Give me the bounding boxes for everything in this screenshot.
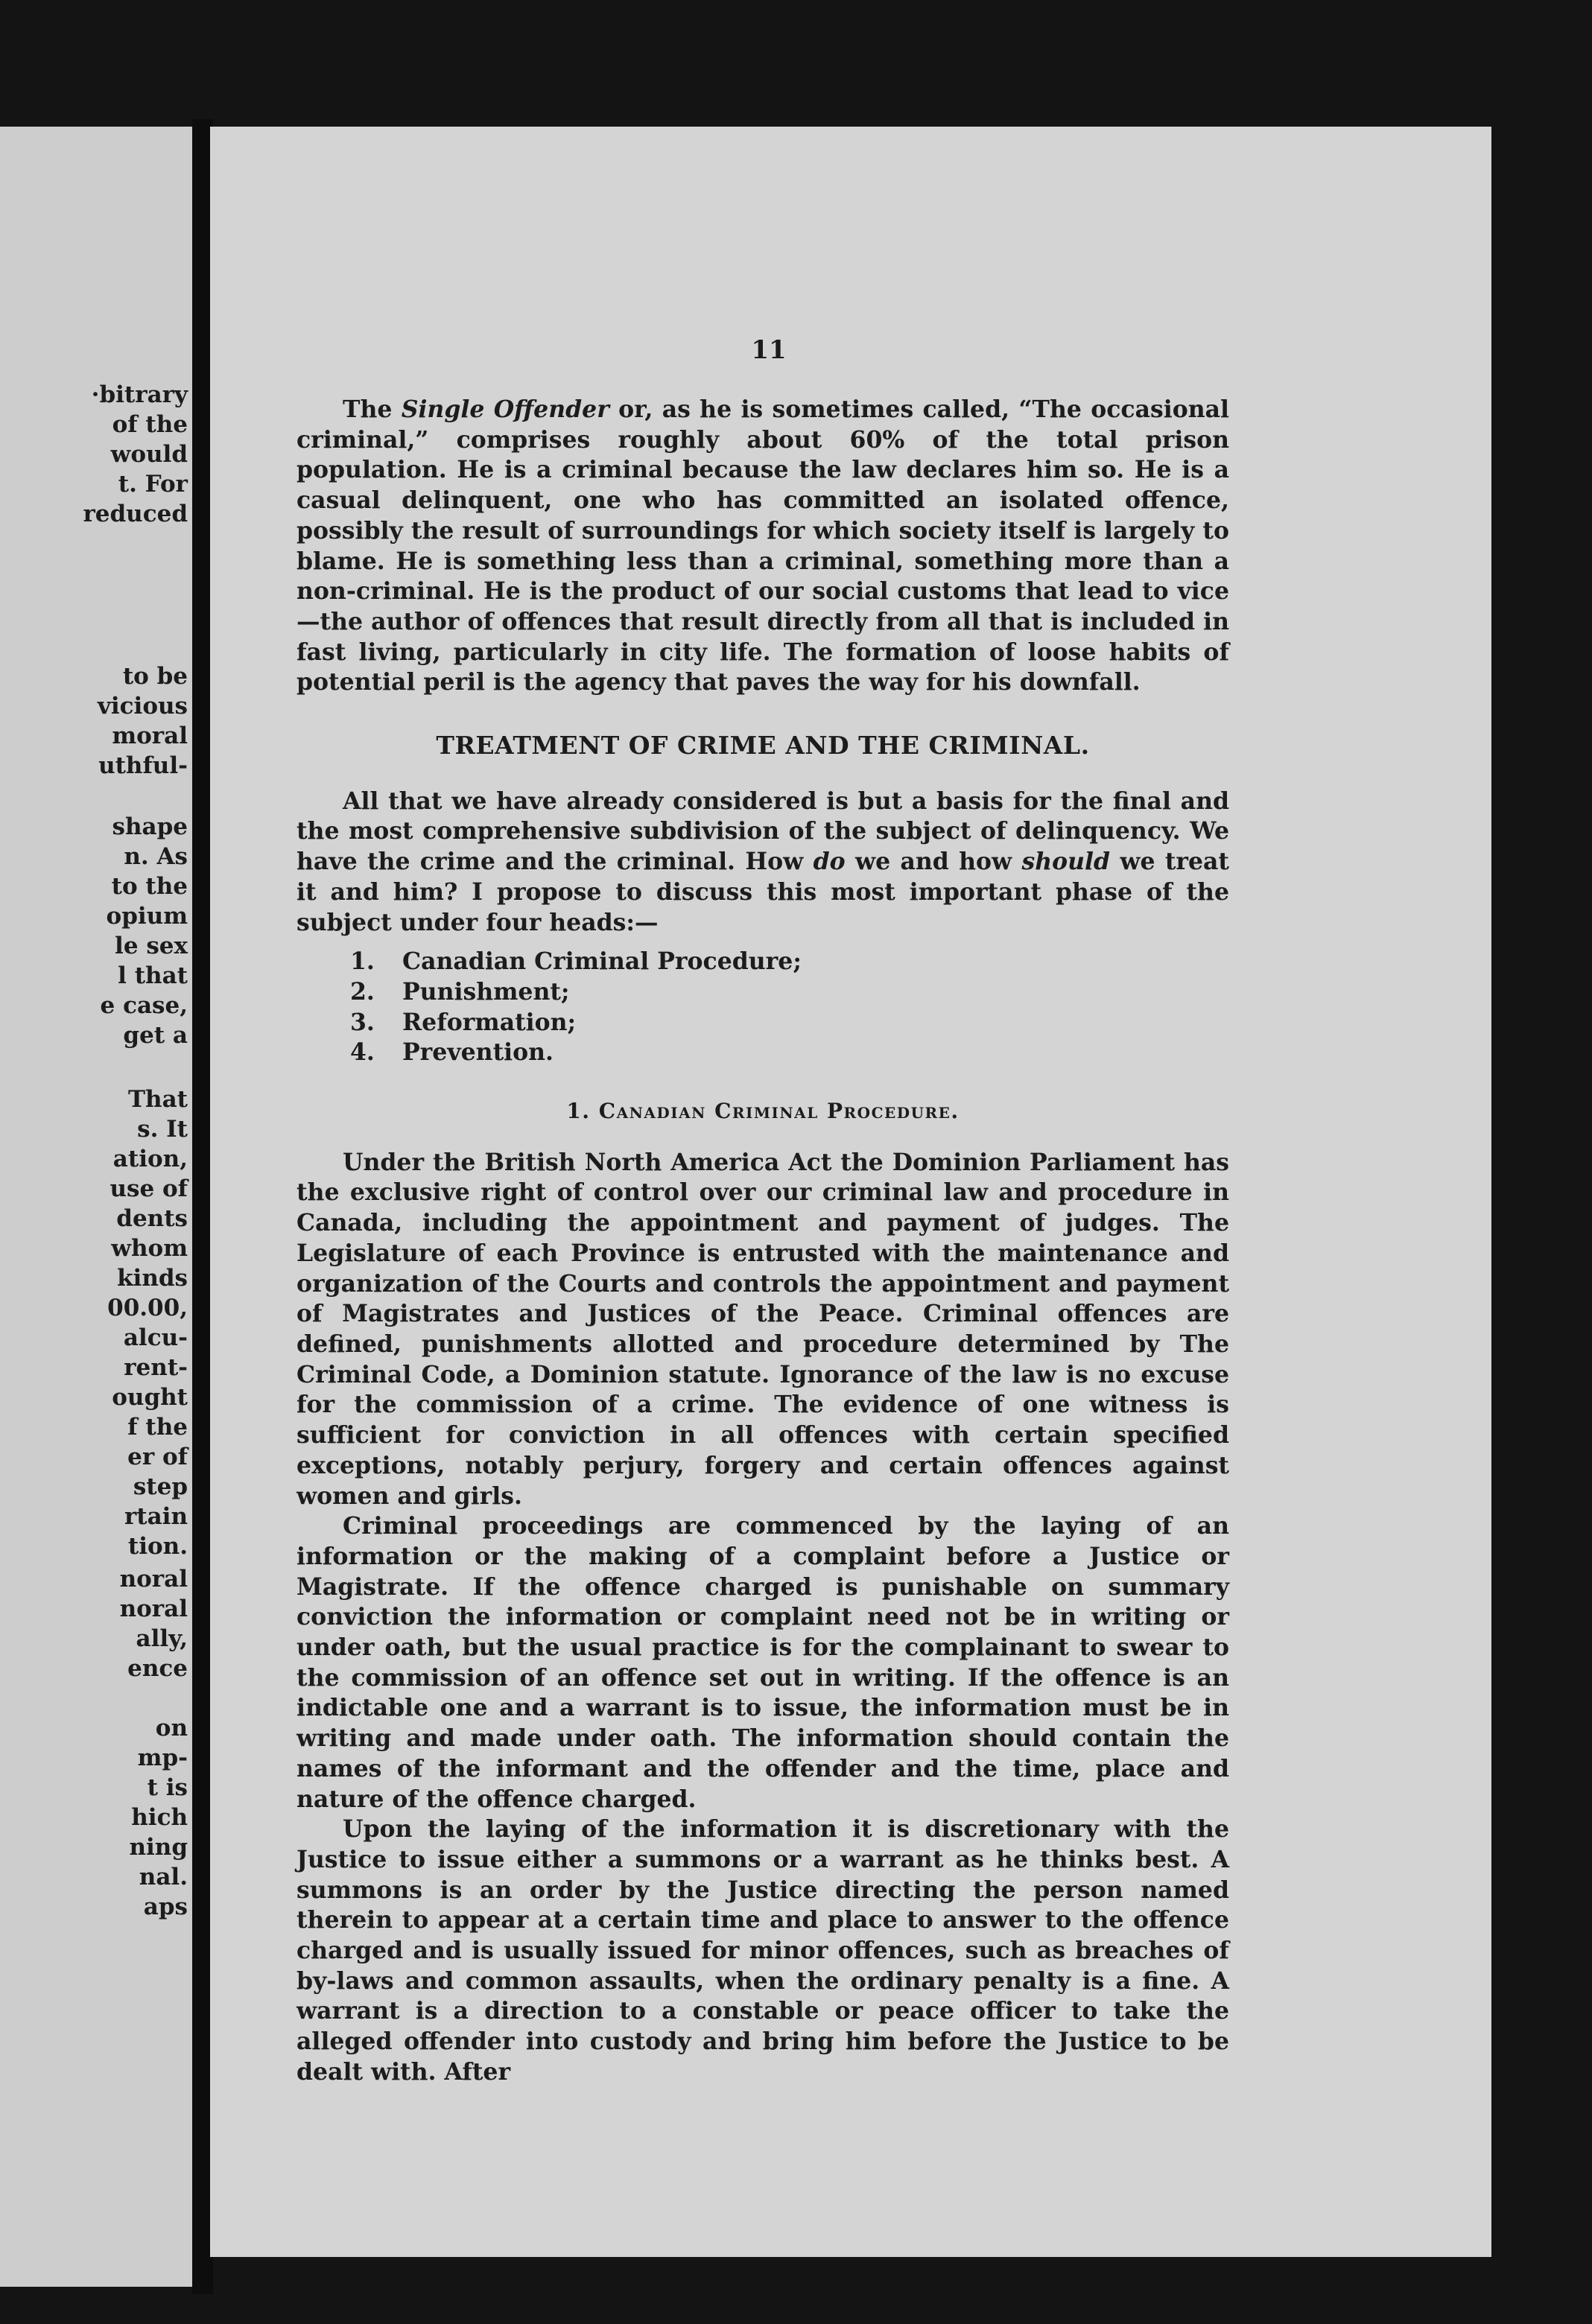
left-page-fragment: dents bbox=[116, 1205, 188, 1232]
head-item bbox=[296, 1008, 1229, 1038]
head-text: Punishment; bbox=[402, 977, 570, 1006]
left-page-fragment: to the bbox=[111, 873, 188, 900]
section-intro-text-3: we treat it and him? I propose to discuss this most important phase of the subject under four heads:— bbox=[296, 848, 1229, 936]
left-page-fragment: 00.00, bbox=[107, 1295, 188, 1321]
left-page-fragment: opium bbox=[106, 903, 188, 930]
left-page-fragment: noral bbox=[119, 1566, 188, 1593]
left-page-fragment: f the bbox=[127, 1414, 188, 1441]
single-offender-term: Single Offender bbox=[401, 396, 609, 423]
section-intro-paragraph bbox=[296, 787, 1229, 939]
left-facing-page bbox=[0, 127, 192, 2287]
section-intro-text-1: All that we have already considered is but a basis for the final and the most comprehensive subdivision of the subject of delinquency. We have the crime and the criminal. How bbox=[296, 787, 1229, 876]
body-paragraph: Under the British North America Act the Dominion Parliament has the exclusive right of control over our criminal law and procedure in Canada, including the appointment and payment of judges. The Legislature of each Province is entrusted with the maintenance and organization of the Courts and controls the appointment and payment of Magistrates and Justices of the Peace. Criminal offences are defined, punishments allotted and procedure determined by The Criminal Code, a Dominion statute. Ignorance of the law is no excuse for the commission of a crime. The evidence of one witness is sufficient for conviction in all offences with certain specified exceptions, notably perjury, forgery and certain offences against women and girls. bbox=[296, 1148, 1229, 1510]
left-page-fragment: use of bbox=[110, 1175, 188, 1202]
left-page-fragment: of the bbox=[112, 411, 188, 438]
left-page-fragment: ·bitrary bbox=[91, 381, 188, 408]
left-page-fragment: e case, bbox=[100, 992, 188, 1019]
head-number: 1. bbox=[350, 947, 375, 976]
left-page-fragment: kinds bbox=[117, 1265, 188, 1292]
emphasis-should: should bbox=[1021, 848, 1111, 876]
left-page-fragment: moral bbox=[112, 723, 188, 749]
left-page-fragment: alcu- bbox=[123, 1324, 188, 1351]
page-body bbox=[296, 395, 1229, 2088]
body-paragraph: Criminal proceedings are commenced by the laying of an information or the making of a complaint before a Justice or Magistrate. If the offence charged is punishable on summary conviction the information or complaint need not be in writing or under oath, but the usual practice is for the complainant to swear to the commission of an offence set out in writing. If the offence is an indictable one and a warrant is to issue, the information must be in writing and made under oath. The information should contain the names of the informant and the offender and the time, place and nature of the offence charged. bbox=[296, 1512, 1229, 1813]
head-text: Prevention. bbox=[402, 1038, 554, 1067]
left-page-fragment: rtain bbox=[124, 1503, 188, 1530]
left-page-fragment: That bbox=[127, 1086, 188, 1113]
left-page-fragment: le sex bbox=[115, 933, 188, 959]
subsection-title: 1. Canadian Criminal Procedure. bbox=[566, 1099, 960, 1124]
left-page-fragment: on bbox=[155, 1715, 188, 1742]
page-number: 11 bbox=[751, 335, 787, 365]
emphasis-do: do bbox=[813, 848, 846, 876]
left-page-fragment: t. For bbox=[118, 471, 188, 498]
left-page-fragment: get a bbox=[123, 1022, 188, 1049]
head-number: 2. bbox=[350, 977, 375, 1006]
four-heads-list bbox=[296, 947, 1229, 1068]
left-page-fragment: noral bbox=[119, 1596, 188, 1622]
left-page-fragment: ally, bbox=[136, 1625, 188, 1652]
left-page-fragment: aps bbox=[143, 1893, 188, 1920]
left-page-fragment: shape bbox=[112, 813, 188, 840]
left-page-fragment: hich bbox=[131, 1804, 188, 1831]
intro-rest: or, as he is sometimes called, “The occasional criminal,” comprises roughly about 60% of the total prison population. He is a criminal because the law declares him so. He is a casual delinquent, one who has committed an isolated offence, possibly the result of surroundings for which society itself is largely to blame. He is something less than a criminal, something more than a non-criminal. He is the product of our social customs that lead to vice—the author of offences that result directly from all that is included in fast living, particularly in city life. The formation of loose habits of potential peril is the agency that paves the way for his downfall. bbox=[296, 396, 1230, 696]
left-page-fragment: ence bbox=[127, 1655, 188, 1682]
left-page-fragment: reduced bbox=[83, 501, 188, 527]
left-page-fragment: to be bbox=[122, 663, 188, 690]
head-number: 3. bbox=[350, 1008, 375, 1036]
left-page-fragment: s. It bbox=[137, 1116, 188, 1143]
left-page-fragment: step bbox=[133, 1473, 188, 1500]
left-page-fragment: would bbox=[110, 441, 188, 468]
left-page-fragment: whom bbox=[111, 1235, 188, 1262]
left-page-fragment: er of bbox=[127, 1444, 188, 1470]
section-intro-text-2: we and how bbox=[845, 848, 1022, 876]
left-page-fragment: tion. bbox=[127, 1533, 188, 1560]
left-page-fragment: l that bbox=[118, 962, 188, 989]
left-page-fragment: t is bbox=[147, 1774, 188, 1801]
head-item bbox=[296, 1038, 1229, 1068]
left-page-fragment: n. As bbox=[124, 843, 188, 870]
head-text: Canadian Criminal Procedure; bbox=[402, 947, 802, 976]
head-number: 4. bbox=[350, 1038, 375, 1067]
left-page-fragment: ning bbox=[129, 1834, 188, 1861]
left-page-fragment: rent- bbox=[124, 1354, 188, 1381]
section-title: TREATMENT OF CRIME AND THE CRIMINAL. bbox=[436, 731, 1090, 761]
intro-paragraph bbox=[296, 395, 1229, 698]
head-item bbox=[296, 977, 1229, 1008]
body-paragraph: Upon the laying of the information it is discretionary with the Justice to issue either a summons or a warrant as he thinks best. A summons is an order by the Justice directing the person named therein to appear at a certain time and place to answer to the offence charged and is usually issued for minor offences, such as breaches of by-laws and common assaults, when the ordinary penalty is a fine. A warrant is a direction to a constable or peace officer to take the alleged offender into custody and bring him before the Justice to be dealt with. After bbox=[296, 1815, 1229, 2086]
intro-lead: The bbox=[343, 396, 402, 423]
left-page-fragment: vicious bbox=[97, 693, 188, 720]
left-page-fragment: ation, bbox=[112, 1146, 188, 1172]
left-page-fragment: ought bbox=[112, 1384, 188, 1411]
left-page-fragment: uthful- bbox=[98, 752, 188, 779]
left-page-fragment: nal. bbox=[139, 1864, 188, 1890]
left-page-fragment: mp- bbox=[137, 1744, 188, 1771]
head-item bbox=[296, 947, 1229, 977]
head-text: Reformation; bbox=[402, 1008, 577, 1036]
